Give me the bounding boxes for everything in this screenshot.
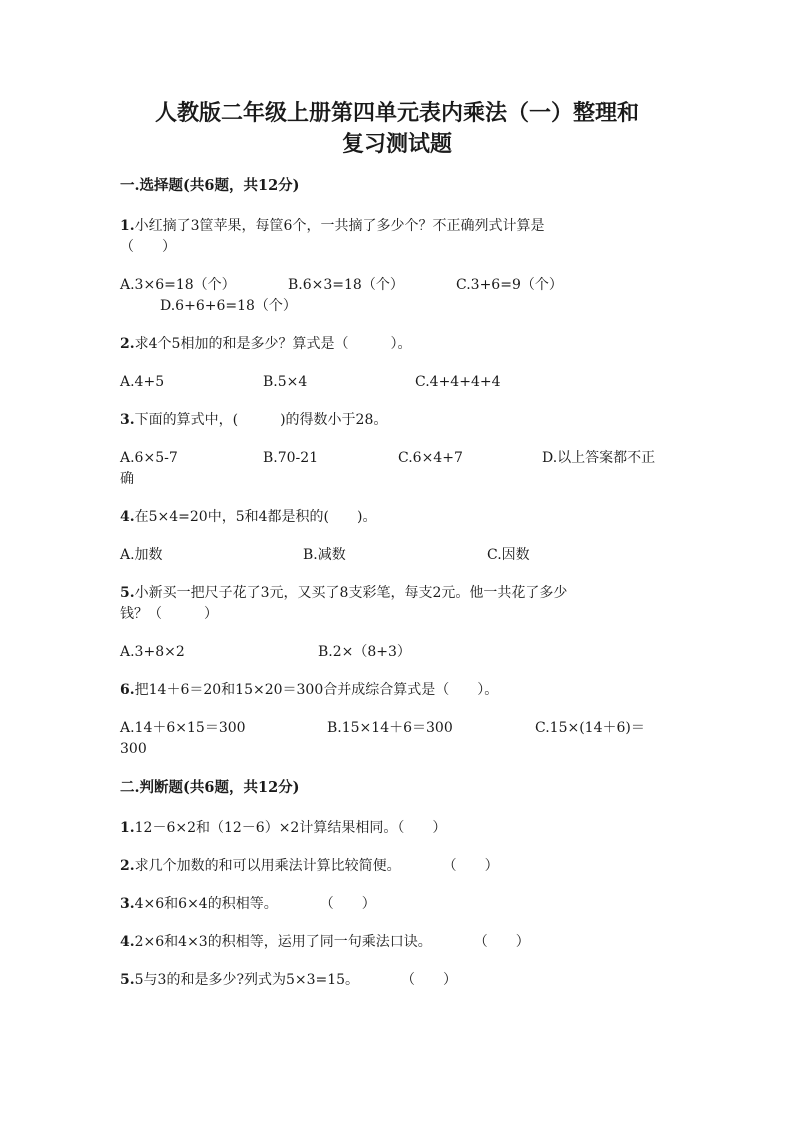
judge-question-4 (120, 932, 680, 953)
option-b[interactable]: B.15×14＋6＝300 (327, 720, 453, 736)
option-c-wrap: 300 (120, 741, 147, 757)
question-text: 5与3的和是多少?列式为5×3=15。 （ ） (134, 972, 458, 988)
option-c[interactable]: C.因数 (487, 547, 530, 563)
question-text: 2×6和4×3的积相等，运用了同一句乘法口诀。 （ ） (134, 934, 530, 950)
question-4 (120, 507, 680, 528)
question-3 (120, 410, 680, 431)
options-6 (120, 718, 680, 760)
option-a[interactable]: A.6×5-7 (120, 450, 178, 466)
options-3 (120, 448, 680, 490)
option-c[interactable]: C.3+6=9（个） (456, 277, 563, 293)
question-number: 6. (120, 682, 135, 698)
question-text: 小红摘了3筐苹果，每筐6个，一共摘了多少个？不正确列式计算是 (134, 218, 545, 234)
question-2 (120, 334, 680, 355)
option-b[interactable]: B.5×4 (263, 374, 308, 390)
question-text: 把14＋6＝20和15×20＝300合并成综合算式是（ ）。 (134, 682, 499, 698)
question-number: 5. (120, 585, 135, 601)
question-5 (120, 583, 680, 625)
options-4 (120, 545, 680, 566)
question-text: 求4个5相加的和是多少？算式是（ ）。 (134, 336, 412, 352)
question-1 (120, 216, 680, 258)
question-number: 1. (120, 218, 135, 234)
question-text: 在5×4=20中，5和4都是积的( )。 (134, 509, 377, 525)
section-heading-choice: 一.选择题(共6题，共12分) (120, 177, 300, 194)
option-b[interactable]: B.减数 (303, 547, 346, 563)
judge-question-5 (120, 970, 680, 991)
option-b[interactable]: B.6×3=18（个） (288, 277, 404, 293)
page-title (0, 98, 794, 160)
question-text-cont: 钱？（ ） (120, 606, 218, 622)
question-number: 2. (120, 858, 135, 874)
option-c[interactable]: C.15×(14＋6)＝ (535, 720, 645, 736)
section-heading-judge: 二.判断题(共6题，共12分) (120, 779, 300, 796)
options-1 (120, 275, 680, 317)
option-a[interactable]: A.4+5 (120, 374, 165, 390)
option-d[interactable]: D.6+6+6=18（个） (160, 298, 297, 314)
option-a[interactable]: A.3×6=18（个） (120, 277, 236, 293)
options-2 (120, 372, 680, 393)
judge-question-1 (120, 818, 680, 839)
exam-content (120, 175, 680, 1008)
question-text: 4×6和6×4的积相等。 （ ） (134, 896, 376, 912)
judge-question-2 (120, 856, 680, 877)
question-number: 3. (120, 412, 135, 428)
question-number: 1. (120, 820, 135, 836)
option-a[interactable]: A.14＋6×15＝300 (120, 720, 246, 736)
question-number: 4. (120, 934, 135, 950)
question-number: 5. (120, 972, 135, 988)
title-line-1: 人教版二年级上册第四单元表内乘法（一）整理和 (154, 100, 639, 126)
question-text: 小新买一把尺子花了3元，又买了8支彩笔，每支2元。他一共花了多少 (134, 585, 568, 601)
option-d-wrap: 确 (120, 471, 134, 487)
option-d[interactable]: D.以上答案都不正 (542, 450, 656, 466)
option-a[interactable]: A.3+8×2 (120, 644, 185, 660)
option-b[interactable]: B.70-21 (263, 450, 319, 466)
option-c[interactable]: C.6×4+7 (398, 450, 463, 466)
question-text: 求几个加数的和可以用乘法计算比较简便。 （ ） (134, 858, 499, 874)
title-line-2: 复习测试题 (341, 131, 452, 157)
option-b[interactable]: B.2×（8+3） (318, 644, 411, 660)
option-a[interactable]: A.加数 (120, 547, 163, 563)
question-text: 下面的算式中，( )的得数小于28。 (134, 412, 388, 428)
question-number: 2. (120, 336, 135, 352)
question-number: 3. (120, 896, 135, 912)
question-number: 4. (120, 509, 135, 525)
judge-question-3 (120, 894, 680, 915)
option-c[interactable]: C.4+4+4+4 (415, 374, 501, 390)
answer-blank: （ ） (120, 239, 176, 255)
question-6 (120, 680, 680, 701)
options-5 (120, 642, 680, 663)
question-text: 12－6×2和（12－6）×2计算结果相同。（ ） (134, 820, 447, 836)
